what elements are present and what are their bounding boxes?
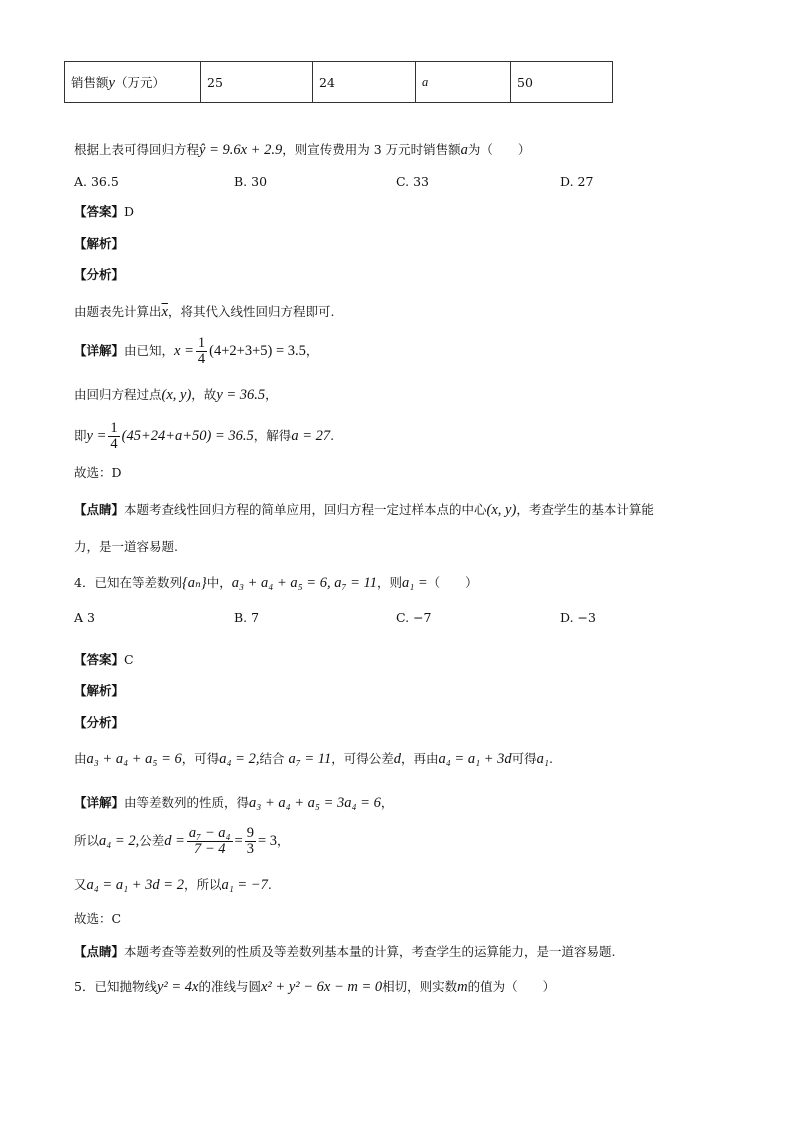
q3-comment xyxy=(74,503,654,518)
q4-stem-text: ，则 xyxy=(376,575,402,590)
q3-detail-text: ， xyxy=(305,343,319,359)
q3-detail-text: 由已知， xyxy=(124,343,175,359)
frac-den: 3 xyxy=(246,841,254,858)
q4-stem xyxy=(74,576,478,591)
fraction xyxy=(196,336,207,367)
q4-detail xyxy=(74,796,393,811)
q4-option-b: B. 7 xyxy=(234,610,260,625)
frac-num: 1 xyxy=(197,335,206,351)
q4-fenxi-eq: a₁ xyxy=(536,751,549,767)
q5-stem xyxy=(74,980,555,995)
analysis-label: 【解析】 xyxy=(74,236,125,251)
q4-line-eq: = xyxy=(234,833,243,850)
fenxi-label: 【分析】 xyxy=(74,715,125,730)
frac-num: a₇ − a₄ xyxy=(188,825,231,841)
frac-den: 4 xyxy=(110,436,118,453)
comment-label: 【点睛】 xyxy=(74,502,125,517)
table-header-label: 销售额 xyxy=(71,74,109,90)
q4-comment xyxy=(74,946,616,959)
q4-line-text: 公差 xyxy=(139,833,165,849)
q4-line-text: ， xyxy=(277,833,290,849)
q4-option-a: A 3 xyxy=(74,610,95,625)
frac-den: 4 xyxy=(197,351,206,368)
analysis-label: 【解析】 xyxy=(74,683,125,698)
q3-detail-eq: x = xyxy=(174,343,194,360)
q3-fenxi xyxy=(74,305,334,320)
q4-fenxi-text: . xyxy=(548,751,553,766)
q5-circle-eq: x² + y² − 6x − m = 0 xyxy=(261,979,383,995)
q3-comment-cont: 力，是一道容易题. xyxy=(74,539,178,554)
q3-line-text: 由回归方程过点 xyxy=(74,387,162,402)
q4-fenxi-text: ，可得 xyxy=(181,751,220,766)
q4-option-c: C. −7 xyxy=(396,610,432,625)
q3-option-d: D. 27 xyxy=(560,174,594,189)
q4-fenxi-text: ，可得公差 xyxy=(331,751,394,766)
comment-label: 【点睛】 xyxy=(74,944,125,959)
table-header-var: y xyxy=(108,74,115,91)
answer-value: C xyxy=(124,652,134,667)
q3-comment-text: 本题考查线性回归方程的简单应用，回归方程一定过样本点的中心 xyxy=(124,502,487,517)
q3-option-c: C. 33 xyxy=(396,174,429,189)
detail-label: 【详解】 xyxy=(74,343,125,359)
q3-line-text: ，故 xyxy=(191,387,217,402)
q5-var: m xyxy=(457,979,468,995)
q4-fenxi-text: 可得 xyxy=(511,751,537,766)
q4-line-text: ，所以 xyxy=(183,877,222,892)
q3-center-point: (x, y) xyxy=(161,387,192,403)
q5-stem-text: 的值为（ ） xyxy=(467,979,556,994)
q4-line3 xyxy=(74,878,272,893)
table-header-unit: （万元） xyxy=(114,74,165,90)
q4-fenxi-var: d xyxy=(393,751,401,767)
table-cell: a xyxy=(416,62,511,103)
q3-stem-text: 根据上表可得回归方程 xyxy=(74,142,200,157)
q4-stem-text: 4．已知在等差数列 xyxy=(74,575,182,590)
q4-line-eq: a₄ = a₁ + 3d = 2 xyxy=(86,877,184,893)
answer-label: 【答案】 xyxy=(74,652,125,667)
q3-stem xyxy=(74,143,530,158)
q3-center-point: (x, y) xyxy=(486,502,517,518)
q4-sequence: {aₙ} xyxy=(181,575,207,591)
q4-line-eq: = 3 xyxy=(257,833,278,850)
table-cell: 50 xyxy=(511,62,613,103)
q3-stem-var: a xyxy=(460,142,468,158)
fenxi-label: 【分析】 xyxy=(74,267,125,282)
frac-den: 7 − 4 xyxy=(193,841,226,858)
q4-fenxi-text: 由 xyxy=(74,751,87,766)
q4-stem-text: 中， xyxy=(206,575,232,590)
detail-label: 【详解】 xyxy=(74,795,125,810)
frac-num: 1 xyxy=(110,420,118,436)
q4-option-d: D. −3 xyxy=(560,610,596,625)
q4-fenxi-eq: a₄ = 2, xyxy=(219,751,260,767)
q3-answer xyxy=(74,206,134,219)
q4-target: a₁ = xyxy=(401,575,428,591)
q3-fenxi-text: ，将其代入线性回归方程即可. xyxy=(167,304,335,319)
q3-option-a: A. 36.5 xyxy=(74,174,119,189)
q5-parabola-eq: y² = 4x xyxy=(156,979,199,995)
q3-stem-text: ，则宣传费用为 3 万元时销售额 xyxy=(282,142,461,157)
q4-comment-text: 本题考查等差数列的性质及等差数列基本量的计算，考查学生的运算能力，是一道容易题. xyxy=(124,944,616,959)
q4-fenxi-eq: a₇ = 11 xyxy=(288,751,332,767)
q4-fenxi xyxy=(74,752,553,767)
q4-choose: 故选：C xyxy=(74,911,122,926)
q4-answer xyxy=(74,654,134,667)
q4-detail-text: 由等差数列的性质，得 xyxy=(124,795,250,810)
q3-regression-equation: ŷ = 9.6x + 2.9 xyxy=(199,142,283,158)
q4-line-text: . xyxy=(267,877,272,892)
q4-detail-text: ， xyxy=(380,795,394,810)
q3-detail xyxy=(74,336,318,367)
q4-line-eq: d = xyxy=(164,833,185,850)
answer-value: D xyxy=(124,204,135,219)
answer-label: 【答案】 xyxy=(74,204,125,219)
q4-line-text: 又 xyxy=(74,877,87,892)
table-row xyxy=(65,62,613,103)
frac-num: 9 xyxy=(246,825,254,841)
q4-fenxi-text: ，再由 xyxy=(400,751,439,766)
q3-line3 xyxy=(74,421,334,452)
q4-stem-text: （ ） xyxy=(427,575,478,590)
q3-option-b: B. 30 xyxy=(234,174,268,189)
q3-line-text: ， xyxy=(265,387,278,402)
q5-stem-text: 5．已知抛物线 xyxy=(74,979,157,994)
table-cell: 25 xyxy=(201,62,313,103)
q5-stem-text: 相切，则实数 xyxy=(382,979,458,994)
q4-fenxi-eq: a₄ = a₁ + 3d xyxy=(438,751,512,767)
fraction xyxy=(108,421,119,452)
q4-detail-eq: a₃ + a₄ + a₅ = 3a₄ = 6 xyxy=(249,795,381,811)
table-header-cell xyxy=(65,62,201,103)
q4-condition: a₃ + a₄ + a₅ = 6, a₇ = 11 xyxy=(231,575,377,591)
q4-fenxi-eq: a₃ + a₄ + a₅ = 6 xyxy=(86,751,182,767)
q3-choose: 故选：D xyxy=(74,465,122,480)
q3-line-eq: (45+24+a+50) = 36.5 xyxy=(121,428,254,445)
q4-line-eq: a₄ = 2, xyxy=(99,833,140,850)
q3-fenxi-text: 由题表先计算出 xyxy=(74,304,162,319)
q5-stem-text: 的准线与圆 xyxy=(198,979,261,994)
q3-fenxi-var: $\overline{x}$ xyxy=(161,304,168,320)
table-cell: 24 xyxy=(313,62,416,103)
q3-line-text: 即 xyxy=(74,428,87,444)
q3-line2 xyxy=(74,388,278,403)
q3-line-text: ，解得 xyxy=(253,428,292,444)
q3-line-eq: y = xyxy=(86,428,107,445)
q3-line-eq: y = 36.5 xyxy=(216,387,266,403)
q4-line-text: 所以 xyxy=(74,833,100,849)
sales-table xyxy=(64,61,613,103)
q3-comment-text: ，考查学生的基本计算能 xyxy=(516,502,654,517)
fraction xyxy=(187,826,233,857)
q4-line2 xyxy=(74,826,290,857)
q3-line-text: . xyxy=(330,428,335,444)
fraction xyxy=(245,826,256,857)
q3-stem-text: 为（ ） xyxy=(467,142,531,157)
q3-detail-eq: (4+2+3+5) = 3.5 xyxy=(209,343,306,360)
q3-line-eq: a = 27 xyxy=(291,428,331,445)
q4-fenxi-text: 结合 xyxy=(259,751,285,766)
q4-line-eq: a₁ = −7 xyxy=(221,877,268,893)
